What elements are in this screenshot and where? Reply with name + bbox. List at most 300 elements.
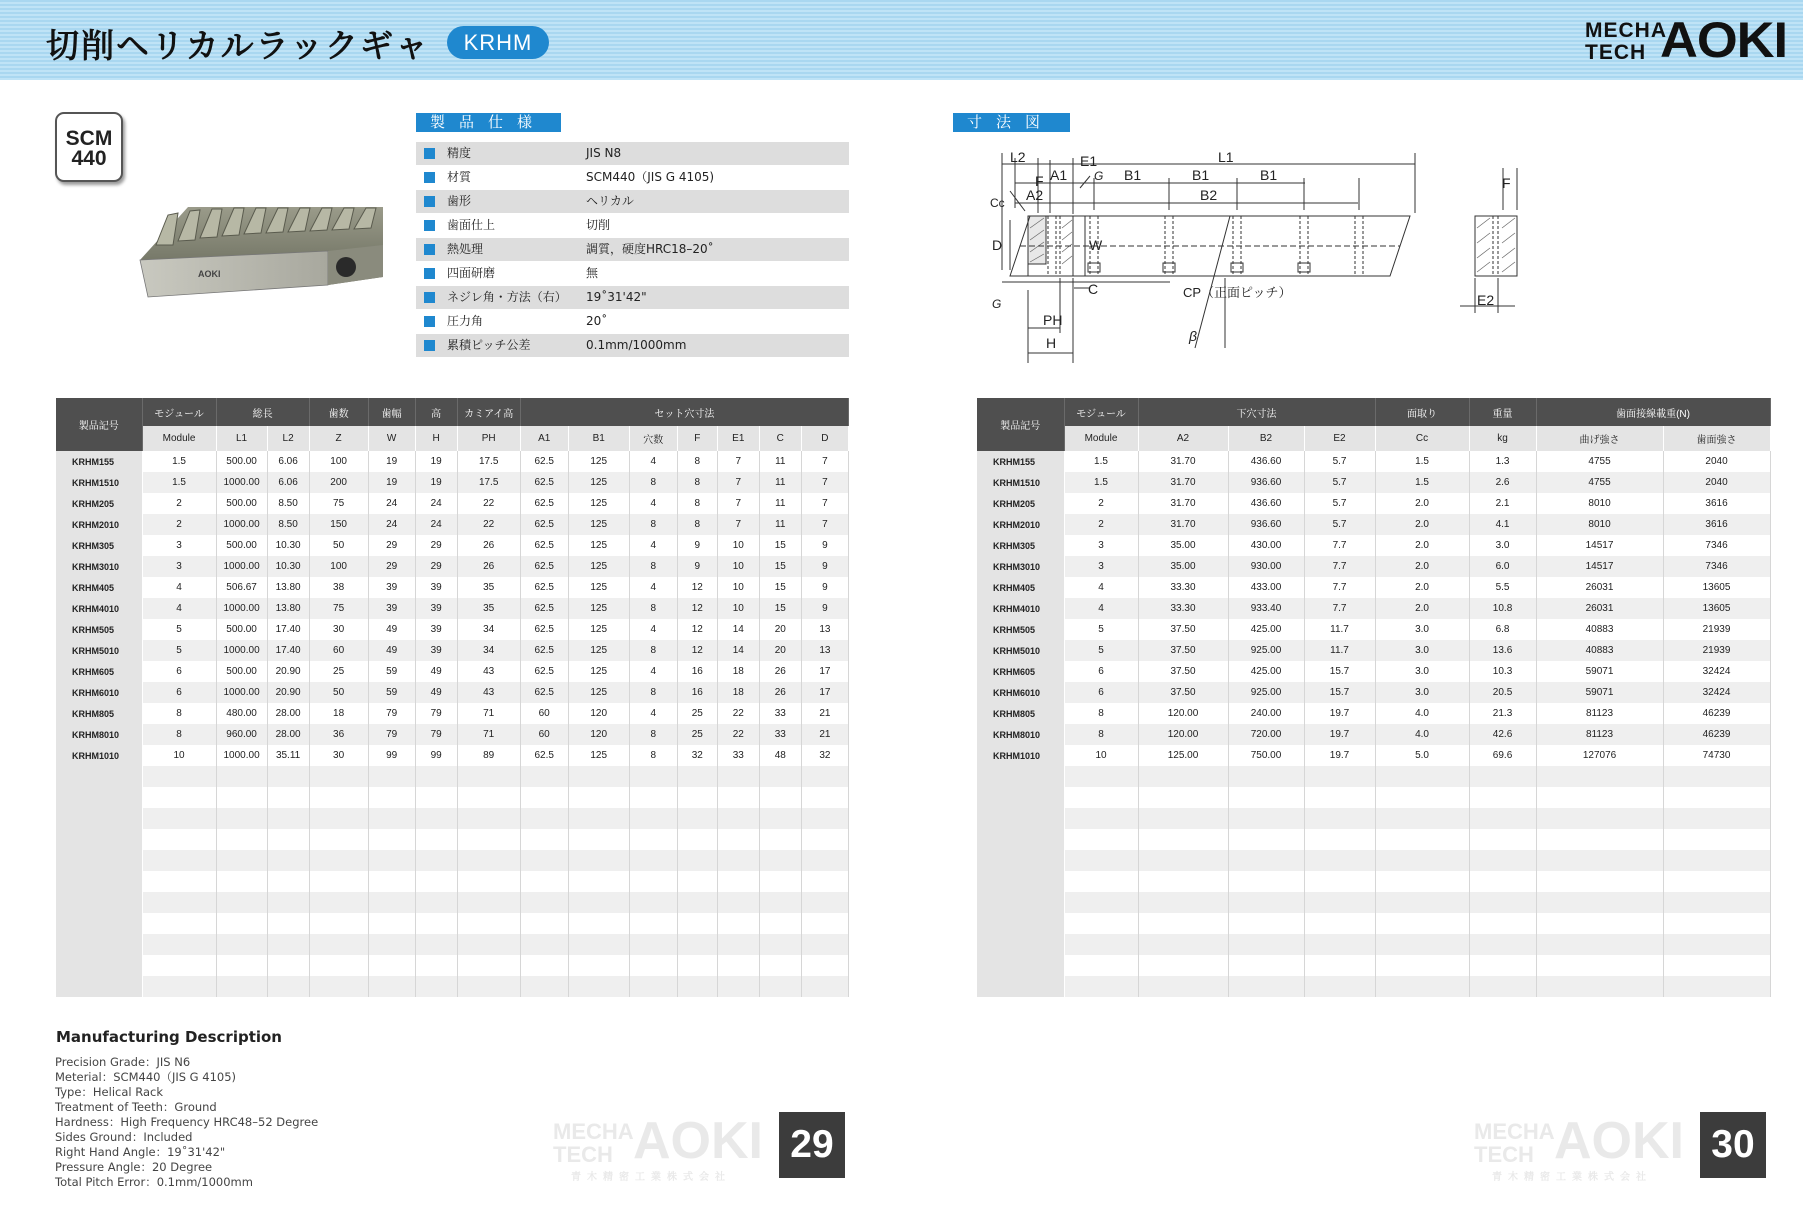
table-cell: 7.7 [1304,577,1375,598]
table-cell: 3 [142,535,216,556]
table-cell: 62.5 [520,598,568,619]
table-cell: 125 [568,598,629,619]
column-group-header: カミアイ高 [457,398,520,426]
table-cell [1536,850,1663,871]
product-code-cell [977,976,1064,997]
table-cell [568,787,629,808]
table-cell: 125 [568,514,629,535]
column-group-header: 総長 [216,398,309,426]
table-cell [1469,892,1536,913]
table-cell [1064,829,1138,850]
table-cell: 59071 [1536,682,1663,703]
table-cell: 13.6 [1469,640,1536,661]
table-cell [677,892,717,913]
dim-label-f-end: F [1502,175,1511,191]
table-cell: 37.50 [1138,640,1228,661]
manufacturing-line: Pressure Angle：20 Degree [55,1160,213,1174]
table-row-empty [56,766,849,787]
table-cell [1663,934,1770,955]
table-cell: 10.8 [1469,598,1536,619]
table-cell: 10.30 [267,535,309,556]
manufacturing-line: Treatment of Teeth：Ground [55,1100,217,1114]
table-cell: 4 [629,703,677,724]
table-cell: 125 [568,535,629,556]
table-cell [457,850,520,871]
column-group-header: モジュール [142,398,216,426]
table-row [977,682,1770,703]
table-cell: 37.50 [1138,619,1228,640]
bullet-square-icon [424,340,435,351]
column-group-header: 高 [415,398,457,426]
table-cell: 5 [1064,619,1138,640]
brand-logo-aoki: AOKI [1660,12,1788,68]
table-cell [267,808,309,829]
table-cell: 49 [368,619,415,640]
table-cell [759,892,801,913]
table-cell [1138,808,1228,829]
table-cell: 2040 [1663,451,1770,472]
table-row-empty [56,808,849,829]
table-cell [520,976,568,997]
dim-label-l2: L2 [1010,149,1026,165]
table-cell [568,871,629,892]
table-cell: 9 [801,577,848,598]
table-cell [520,955,568,976]
table-cell [801,850,848,871]
table-row-empty [977,871,1770,892]
table-cell: 7346 [1663,556,1770,577]
table-cell: 21939 [1663,640,1770,661]
table-cell [1375,871,1469,892]
table-cell: 42.6 [1469,724,1536,745]
table-cell: 933.40 [1228,598,1304,619]
table-cell: 12 [677,598,717,619]
table-cell [309,766,368,787]
table-cell [1064,871,1138,892]
table-cell [1228,871,1304,892]
table-cell [520,892,568,913]
logo-text-mecha: MECHA [1585,19,1667,42]
product-code-cell: KRHM6010 [56,682,142,703]
table-cell: 1.5 [1064,451,1138,472]
table-cell [717,829,759,850]
table-cell [1469,808,1536,829]
row-header-cell: 製品記号 [56,398,142,451]
table-cell: 2.6 [1469,472,1536,493]
table-cell [568,829,629,850]
table-cell [568,808,629,829]
table-cell: 60 [520,703,568,724]
table-cell: 39 [368,577,415,598]
product-code-cell: KRHM1010 [977,745,1064,766]
table-cell: 32 [677,745,717,766]
table-cell [1138,871,1228,892]
table-cell [629,766,677,787]
table-cell: 99 [368,745,415,766]
spec-label: 歯形 [447,194,472,208]
table-cell [1375,976,1469,997]
table-cell: 28.00 [267,724,309,745]
table-row [977,724,1770,745]
table-cell [1228,955,1304,976]
table-cell: 26 [457,535,520,556]
logo-text-tech: TECH [1585,41,1647,64]
table-cell [1375,787,1469,808]
table-cell [801,913,848,934]
product-code-cell [56,850,142,871]
table-cell [1064,808,1138,829]
product-code-cell [56,913,142,934]
spec-value: 20˚ [586,314,608,328]
spec-row [416,262,849,285]
table-cell: 7 [801,493,848,514]
product-code-cell: KRHM605 [56,661,142,682]
product-code-cell: KRHM505 [977,619,1064,640]
table-cell: 17 [801,661,848,682]
table-row-empty [56,787,849,808]
table-cell [142,787,216,808]
table-cell: 2 [142,514,216,535]
table-cell [629,850,677,871]
table-cell: 26 [759,682,801,703]
table-cell: 17.5 [457,451,520,472]
table-cell [801,766,848,787]
table-cell [1536,766,1663,787]
table-cell [520,850,568,871]
table-cell: 35 [457,598,520,619]
table-cell: 13.80 [267,598,309,619]
product-code-cell [977,913,1064,934]
spec-label: 精度 [447,146,472,160]
table-cell: 125 [568,556,629,577]
table-cell: 89 [457,745,520,766]
column-header: kg [1469,426,1536,451]
table-cell [717,892,759,913]
table-cell: 12 [677,640,717,661]
table-cell: 2.0 [1375,556,1469,577]
table-cell [1228,976,1304,997]
table-row-empty [56,976,849,997]
table-cell: 34 [457,619,520,640]
manufacturing-line: Sides Ground：Included [55,1130,193,1144]
table-cell: 5.7 [1304,493,1375,514]
material-badge-line2: 440 [71,147,107,170]
table-cell: 17.40 [267,640,309,661]
table-cell [216,808,267,829]
column-header: 歯面強さ [1663,426,1770,451]
table-cell: 32424 [1663,682,1770,703]
table-cell: 5 [142,619,216,640]
table-cell: 1.5 [1375,472,1469,493]
table-cell [759,871,801,892]
table-cell [520,787,568,808]
table-cell [1536,955,1663,976]
product-code-cell: KRHM1510 [977,472,1064,493]
table-cell [309,955,368,976]
table-cell: 4 [1064,598,1138,619]
table-row [977,661,1770,682]
table-cell [216,955,267,976]
table-cell: 79 [368,703,415,724]
product-code-cell [977,829,1064,850]
table-row-empty [56,829,849,850]
table-cell [368,955,415,976]
table-cell [368,892,415,913]
table-cell [1138,766,1228,787]
table-cell [568,850,629,871]
table-cell [1663,808,1770,829]
table-cell: 16 [677,661,717,682]
product-code-cell: KRHM1010 [56,745,142,766]
dim-label-beta: β [1189,328,1197,344]
table-cell: 7 [801,472,848,493]
table-cell [1375,913,1469,934]
table-row [56,493,849,514]
table-cell: 26031 [1536,598,1663,619]
table-cell [142,934,216,955]
column-header: E2 [1304,426,1375,451]
product-code-cell [56,787,142,808]
table-cell [1228,850,1304,871]
table-cell: 3616 [1663,514,1770,535]
table-row-empty [977,913,1770,934]
table-cell: 430.00 [1228,535,1304,556]
table-cell [415,955,457,976]
table-cell: 31.70 [1138,493,1228,514]
table-cell: 936.60 [1228,514,1304,535]
table-cell: 7 [717,493,759,514]
table-cell: 4 [142,577,216,598]
dim-label-g-bottom: G [992,297,1002,311]
table-cell: 79 [415,703,457,724]
column-header: D [801,426,848,451]
table-cell: 39 [415,640,457,661]
table-cell: 62.5 [520,682,568,703]
product-code-cell: KRHM2010 [977,514,1064,535]
table-cell: 24 [368,514,415,535]
table-cell: 81123 [1536,724,1663,745]
product-code-cell: KRHM5010 [977,640,1064,661]
table-cell: 35.00 [1138,556,1228,577]
spec-row [416,166,849,189]
table-cell [1304,913,1375,934]
table-cell: 35 [457,577,520,598]
watermark-aoki: AOKI [1554,1112,1684,1170]
table-cell: 5.7 [1304,451,1375,472]
product-code-cell: KRHM5010 [56,640,142,661]
table-cell: 33 [759,703,801,724]
table-cell [1304,808,1375,829]
table-cell: 62.5 [520,640,568,661]
manufacturing-line: Hardness：High Frequency HRC48–52 Degree [55,1115,319,1129]
table-cell [1138,934,1228,955]
table-cell: 4 [629,619,677,640]
table-cell [216,829,267,850]
table-cell: 7 [801,451,848,472]
product-code-cell [977,766,1064,787]
product-code-cell: KRHM805 [977,703,1064,724]
table-cell: 7.7 [1304,556,1375,577]
table-cell [368,976,415,997]
column-header: H [415,426,457,451]
table-cell: 26 [759,661,801,682]
product-code-cell: KRHM155 [56,451,142,472]
table-row-empty [56,934,849,955]
table-cell: 8 [629,556,677,577]
table-cell [801,892,848,913]
table-cell [457,766,520,787]
table-cell [1375,808,1469,829]
table-cell [216,892,267,913]
table-cell [1228,892,1304,913]
table-cell [309,850,368,871]
table-cell: 5.7 [1304,514,1375,535]
table-cell [568,976,629,997]
table-cell [677,787,717,808]
column-header: 曲げ強さ [1536,426,1663,451]
table-cell: 4 [629,451,677,472]
table-cell [1064,913,1138,934]
table-cell: 6 [142,682,216,703]
table-cell [1663,787,1770,808]
watermark-tech: TECH [553,1142,613,1167]
table-cell: 12 [677,619,717,640]
column-header: C [759,426,801,451]
table-cell: 4 [629,535,677,556]
table-cell [568,892,629,913]
spec-label: 累積ピッチ公差 [447,338,531,352]
table-cell [1304,787,1375,808]
table-cell: 150 [309,514,368,535]
table-cell [717,850,759,871]
table-cell: 37.50 [1138,682,1228,703]
table-cell [216,787,267,808]
table-cell: 11.7 [1304,640,1375,661]
table-cell [629,976,677,997]
table-cell: 20 [759,640,801,661]
table-cell: 22 [717,703,759,724]
table-cell: 4 [629,661,677,682]
table-cell: 15 [759,556,801,577]
table-row [56,451,849,472]
manufacturing-title: Manufacturing Description [56,1028,282,1046]
table-cell [1064,850,1138,871]
table-cell: 13 [801,619,848,640]
table-cell [1228,829,1304,850]
table-cell: 22 [717,724,759,745]
table-cell: 8 [629,682,677,703]
table-cell [1663,892,1770,913]
table-cell [1536,892,1663,913]
bullet-square-icon [424,220,435,231]
table-cell: 24 [368,493,415,514]
table-cell: 10.30 [267,556,309,577]
table-cell [1304,766,1375,787]
table-cell [759,787,801,808]
table-cell: 49 [415,661,457,682]
table-cell [717,871,759,892]
table-cell: 5.0 [1375,745,1469,766]
table-cell [1138,913,1228,934]
product-code-cell: KRHM8010 [56,724,142,745]
table-cell: 17.40 [267,619,309,640]
column-header: Module [142,426,216,451]
table-cell: 200 [309,472,368,493]
table-cell [457,871,520,892]
spec-value: 無 [586,266,599,280]
table-cell: 10 [142,745,216,766]
table-cell: 30 [309,745,368,766]
column-header: F [677,426,717,451]
product-code-cell [977,892,1064,913]
bullet-square-icon [424,196,435,207]
table-cell: 19 [368,472,415,493]
table-row-empty [977,787,1770,808]
table-cell [457,955,520,976]
table-cell [415,913,457,934]
table-cell: 4 [629,493,677,514]
table-cell: 8 [1064,724,1138,745]
table-cell [1064,934,1138,955]
table-cell [677,913,717,934]
table-cell: 5.7 [1304,472,1375,493]
table-cell: 425.00 [1228,661,1304,682]
table-cell [1228,934,1304,955]
table-cell [520,913,568,934]
table-cell [1536,976,1663,997]
table-cell: 20.90 [267,661,309,682]
table-cell: 240.00 [1228,703,1304,724]
product-code-cell [56,829,142,850]
table-cell [717,955,759,976]
table-cell: 11 [759,472,801,493]
dim-label-c: C [1088,281,1099,297]
brand-logo-small [1585,20,1667,64]
table-row-empty [977,850,1770,871]
watermark-aoki: AOKI [633,1112,763,1170]
table-cell [267,766,309,787]
table-cell [415,808,457,829]
table-cell: 8 [677,514,717,535]
table-cell: 62.5 [520,556,568,577]
table-cell: 20.90 [267,682,309,703]
table-cell: 6.06 [267,472,309,493]
table-cell [267,955,309,976]
table-cell: 5 [1064,640,1138,661]
table-cell [1536,808,1663,829]
table-cell [415,829,457,850]
spec-value: 切削 [586,218,611,232]
table-cell: 930.00 [1228,556,1304,577]
table-cell [368,871,415,892]
table-cell: 62.5 [520,535,568,556]
dim-label-a2: A2 [1026,187,1044,203]
table-cell: 8 [677,472,717,493]
dim-label-d: D [992,237,1003,253]
table-cell [1138,892,1228,913]
table-cell [629,871,677,892]
product-code-cell: KRHM805 [56,703,142,724]
table-cell: 125 [568,493,629,514]
table-cell: 37.50 [1138,661,1228,682]
dim-label-g-top: G [1094,169,1104,183]
table-cell: 38 [309,577,368,598]
table-cell: 99 [415,745,457,766]
product-code-cell: KRHM155 [977,451,1064,472]
table-cell: 7 [801,514,848,535]
table-cell: 1000.00 [216,640,267,661]
spec-value: SCM440（JIS G 4105) [586,170,715,184]
